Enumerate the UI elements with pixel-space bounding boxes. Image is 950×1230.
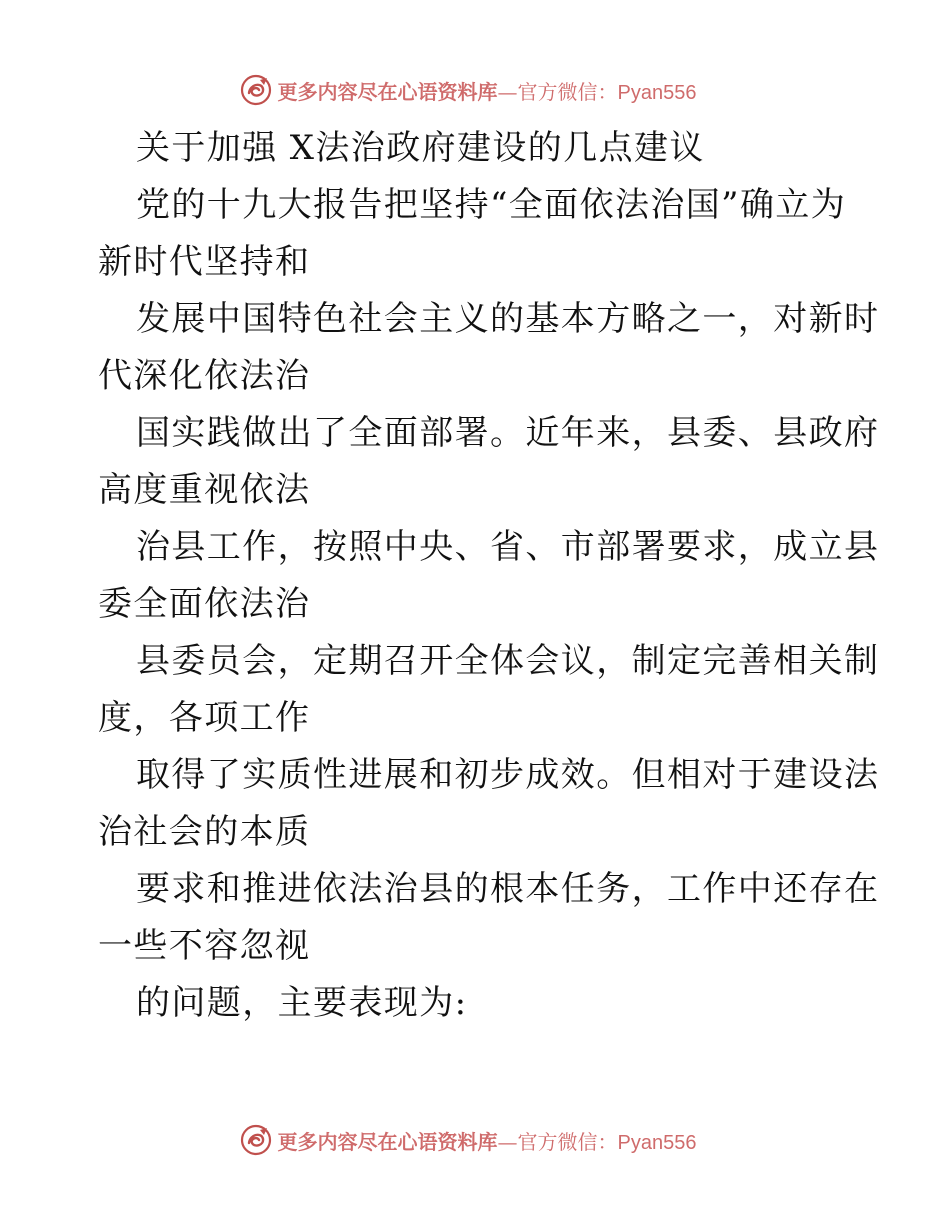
document-body [98, 120, 880, 1032]
doc-line: 取得了实质性进展和初步成效。但相对于建设法 [136, 755, 880, 795]
doc-line: 要求和推进依法治县的根本任务，工作中还存在 [136, 869, 880, 909]
watermark-footer-text [278, 1126, 697, 1155]
doc-line: 委全面依法治 [98, 584, 311, 624]
doc-line: 高度重视依法 [98, 470, 311, 510]
watermark-header-text [278, 76, 697, 105]
doc-line: 党的十九大报告把坚持“全面依法治国”确立为 [136, 185, 847, 225]
doc-line: 代深化依法治 [98, 356, 311, 396]
doc-line: 一些不容忽视 [98, 926, 311, 966]
doc-line: 治县工作，按照中央、省、市部署要求，成立县 [136, 527, 880, 567]
doc-line: 发展中国特色社会主义的基本方略之一，对新时 [136, 299, 880, 339]
doc-line: 治社会的本质 [98, 812, 311, 852]
doc-line: 关于加强 X法治政府建设的几点建议 [136, 128, 705, 168]
watermark-wechat-label: 官方微信： [517, 1129, 618, 1154]
watermark-footer-inner [240, 1124, 697, 1156]
doc-line: 度，各项工作 [98, 698, 311, 738]
watermark-footer [0, 1120, 950, 1160]
watermark-wechat-label: 官方微信： [517, 79, 618, 104]
watermark-dash: — [497, 79, 518, 104]
doc-line: 国实践做出了全面部署。近年来，县委、县政府 [136, 413, 880, 453]
doc-line: 新时代坚持和 [98, 242, 311, 282]
watermark-main-text: 更多内容尽在心语资料库 [277, 1129, 498, 1154]
watermark-header-inner [240, 74, 697, 106]
doc-line: 县委员会，定期召开全体会议，制定完善相关制 [136, 641, 880, 681]
watermark-wechat-id: Pyan556 [617, 81, 697, 104]
watermark-wechat-id: Pyan556 [617, 1131, 697, 1154]
swirl-logo-icon [240, 74, 272, 106]
watermark-dash: — [497, 1129, 518, 1154]
doc-line: 的问题，主要表现为: [136, 983, 468, 1023]
swirl-logo-icon [240, 1124, 272, 1156]
watermark-header [0, 70, 950, 110]
watermark-main-text: 更多内容尽在心语资料库 [277, 79, 498, 104]
